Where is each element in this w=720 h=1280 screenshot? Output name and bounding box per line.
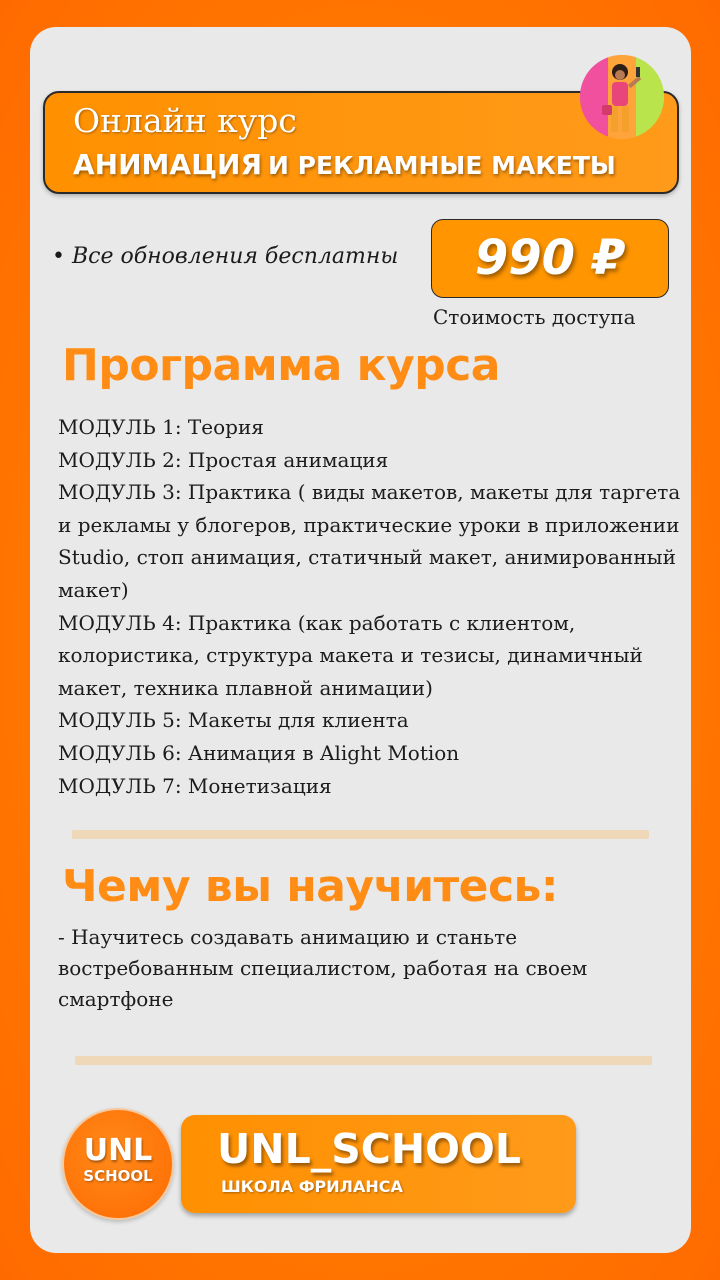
school-logo[interactable] <box>62 1108 174 1220</box>
course-title-rest: И РЕКЛАМНЫЕ МАКЕТЫ <box>268 151 616 180</box>
module-item: МОДУЛЬ 1: Теория <box>58 415 264 439</box>
learn-heading: Чему вы научитесь: <box>62 861 558 912</box>
brand-tagline: ШКОЛА ФРИЛАНСА <box>221 1177 403 1196</box>
module-item: МОДУЛЬ 3: Практика ( виды макетов, макеты для таргета и рекламы у блогеров, практические уроки в приложении Studio, стоп анимация, статичный макет, анимированный макет) <box>58 480 681 602</box>
updates-note: • Все обновления бесплатны <box>52 244 399 269</box>
learn-description: - Научитесь создавать анимацию и станьте востребованным специалистом, работая на своем смартфоне <box>58 925 588 1011</box>
course-title-animation: АНИМАЦИЯ <box>73 148 263 181</box>
person-illustration <box>580 55 664 139</box>
price-value: 990 ₽ <box>474 230 626 286</box>
module-item: МОДУЛЬ 7: Монетизация <box>58 773 332 798</box>
module-item: МОДУЛЬ 6: Анимация в Alight Motion <box>58 740 460 765</box>
module-item: МОДУЛЬ 4: Практика (как работать с клиентом, колористика, структура макета и тезисы, динамичный макет, техника плавной анимации) <box>58 610 643 700</box>
brand-name: UNL_SCHOOL <box>217 1125 521 1173</box>
module-list <box>58 411 683 802</box>
logo-school-text: SCHOOL <box>83 1167 153 1185</box>
module-item: МОДУЛЬ 2: Простая анимация <box>58 447 389 472</box>
course-type-label: Онлайн курс <box>73 101 297 140</box>
brand-banner[interactable] <box>181 1115 576 1213</box>
section-divider <box>72 830 649 839</box>
program-heading: Программа курса <box>62 340 500 391</box>
logo-unl-text: UNL <box>83 1133 153 1168</box>
price-badge[interactable] <box>431 219 669 298</box>
module-item: МОДУЛЬ 5: Макеты для клиента <box>58 708 409 733</box>
author-avatar <box>580 55 664 139</box>
section-divider <box>75 1056 652 1065</box>
price-caption: Стоимость доступа <box>433 305 636 329</box>
course-title <box>73 148 616 181</box>
